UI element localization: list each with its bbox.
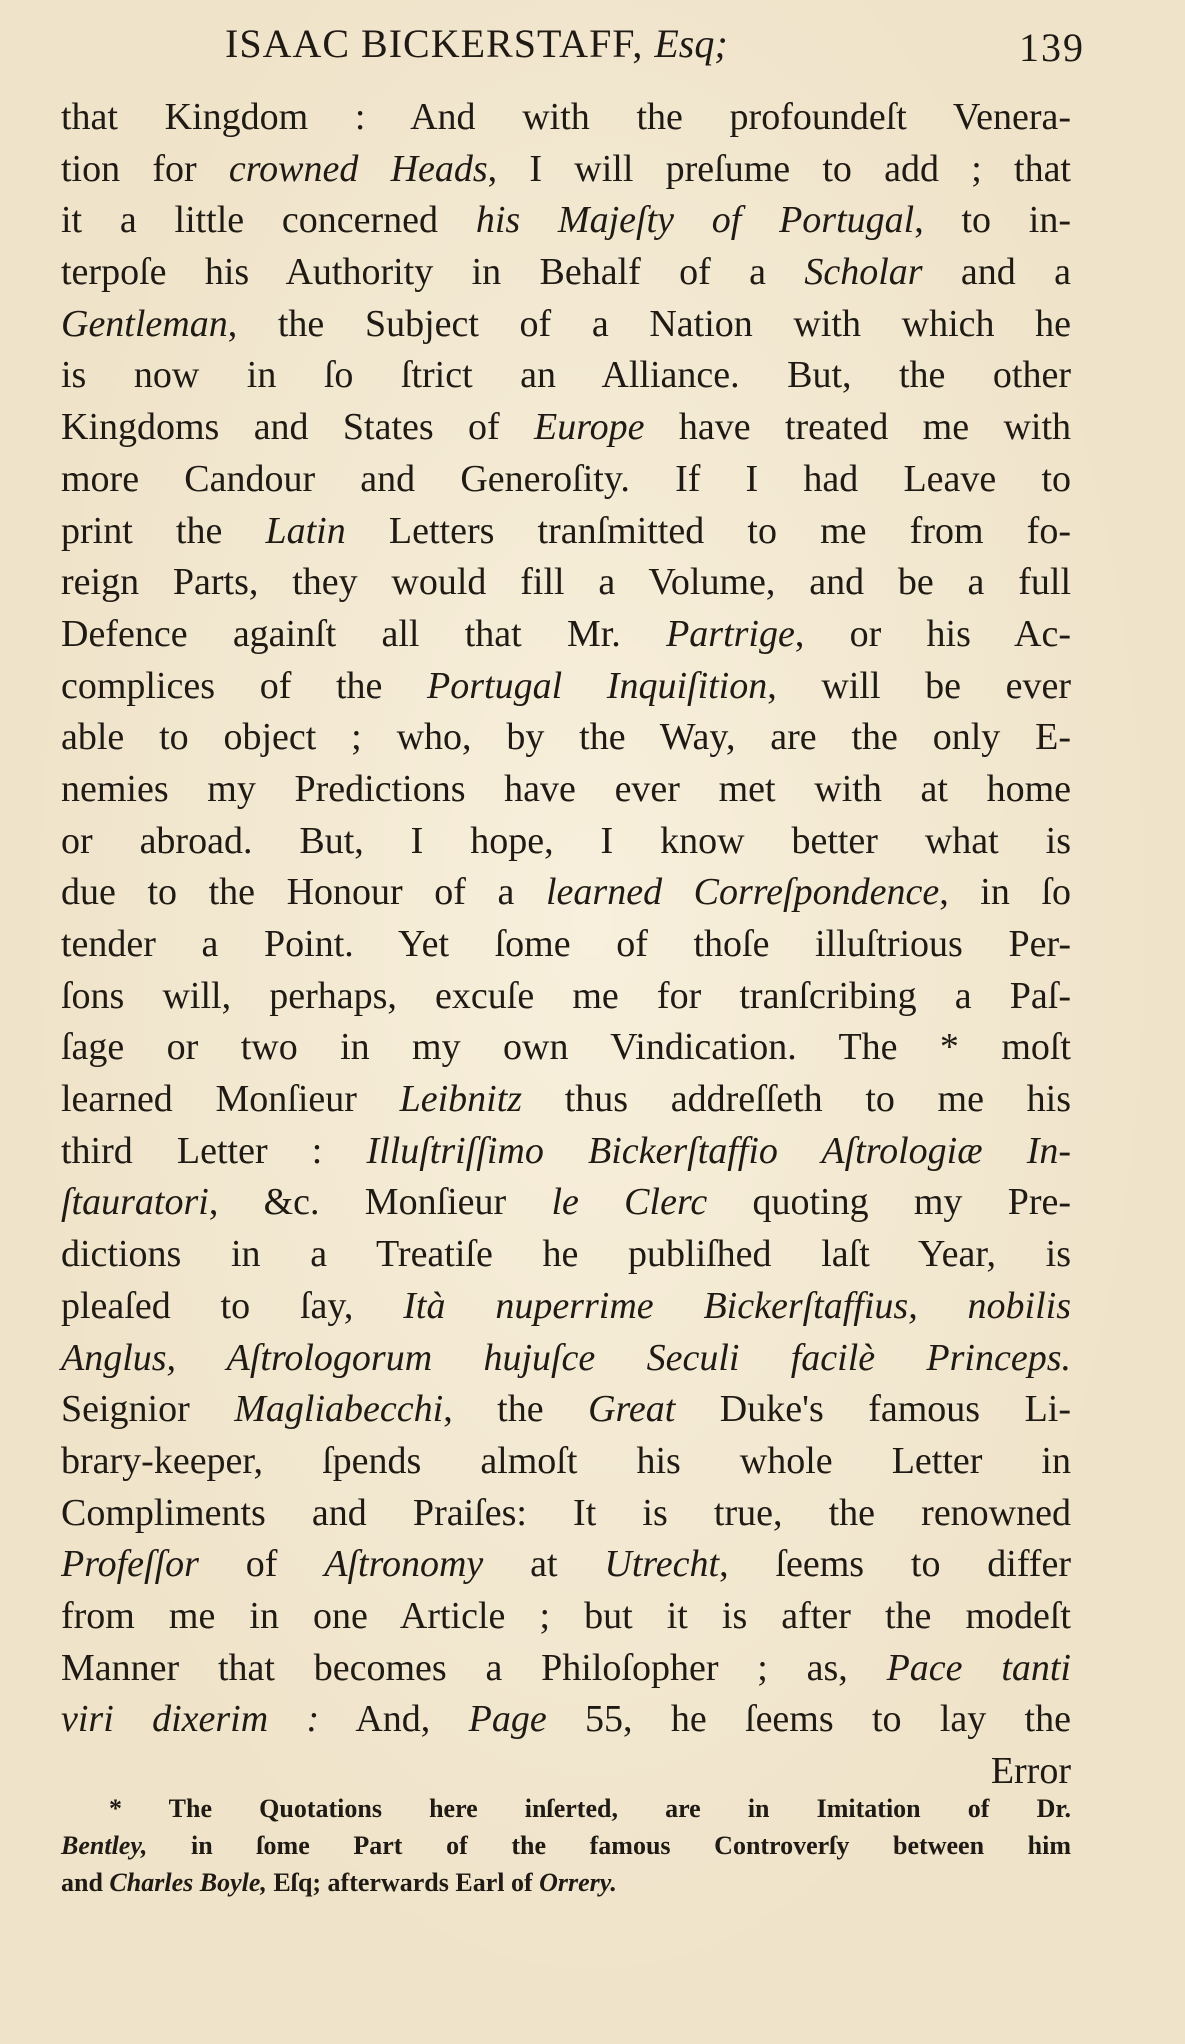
text-run: quoting my Pre- — [707, 1181, 1072, 1224]
text-run: reign Parts, they would fill a Volume, and be a full — [61, 561, 1071, 604]
italic-text: Profeſſor — [61, 1543, 199, 1586]
text-line — [61, 1436, 1071, 1488]
text-line — [61, 1126, 1071, 1178]
text-run: at — [483, 1543, 605, 1586]
text-run: Eſq; afterwards Earl of — [266, 1868, 540, 1897]
text-run: * The Quotations here inſerted, are in Imitation of Dr. — [109, 1794, 1071, 1823]
text-line — [61, 299, 1071, 351]
text-run: Seignior — [61, 1388, 235, 1431]
footnote — [61, 1790, 1071, 1901]
italic-text: Page — [468, 1698, 547, 1741]
catchword: Error — [990, 1750, 1071, 1792]
text-line — [61, 764, 1071, 816]
italic-text: Orrery. — [539, 1868, 617, 1897]
text-line — [61, 1384, 1071, 1436]
text-line — [61, 1591, 1071, 1643]
italic-text: Utrecht — [604, 1543, 720, 1586]
running-head-title — [225, 20, 728, 67]
italic-text: Latin — [265, 509, 346, 552]
text-line — [61, 1539, 1071, 1591]
italic-text: Ità nuperrime Bickerſtaffius, nobilis — [403, 1284, 1072, 1327]
text-run: dictions in a Treatiſe he publiſhed laſt Year, is — [61, 1233, 1071, 1276]
italic-text: viri dixerim : — [61, 1698, 320, 1741]
text-line — [61, 1333, 1071, 1385]
text-run: terpoſe his Authority in Behalf of a — [61, 251, 805, 294]
text-run: able to object ; who, by the Way, are the only E- — [61, 716, 1071, 759]
text-run: that Kingdom : And with the profoundeſt Venera- — [61, 96, 1071, 138]
italic-text: Portugal Inquiſition — [427, 664, 768, 707]
text-line — [61, 661, 1071, 713]
italic-text: Partrige — [666, 612, 795, 655]
text-run: ſage or two in my own Vindication. The * moſt — [61, 1026, 1071, 1069]
footnote-line — [61, 1790, 1071, 1827]
italic-text: crowned Heads — [228, 147, 488, 190]
text-line — [61, 1177, 1071, 1229]
italic-text: Europe — [534, 406, 645, 449]
running-head-name: ISAAC BICKERSTAFF, — [225, 21, 644, 66]
text-line — [61, 1488, 1071, 1540]
italic-text: Aſtronomy — [324, 1543, 484, 1586]
page-number: 139 — [1019, 25, 1085, 70]
text-run: third Letter : — [61, 1129, 367, 1172]
italic-text: Bentley, — [61, 1831, 148, 1860]
text-run: , in ſo — [939, 871, 1071, 914]
italic-text: Pace tanti — [886, 1646, 1071, 1689]
running-head-abbr: Esq; — [654, 21, 728, 66]
footnote-line — [61, 1864, 1071, 1901]
running-head — [225, 20, 1085, 80]
text-line — [61, 350, 1071, 402]
text-run: nemies my Predictions have ever met with at home — [61, 767, 1071, 810]
text-run: learned Monſieur — [61, 1078, 400, 1121]
text-run: brary-keeper, ſpends almoſt his whole Letter in — [61, 1439, 1071, 1482]
text-line — [61, 247, 1071, 299]
text-run: Duke's famous Li- — [675, 1388, 1071, 1431]
text-run: complices of the — [61, 664, 428, 707]
text-run: , or his Ac- — [794, 612, 1071, 655]
text-line — [61, 557, 1071, 609]
text-run: , ſeems to differ — [719, 1543, 1071, 1586]
italic-text: his Majeſty of Portugal — [475, 199, 915, 242]
text-run: , to in- — [914, 199, 1071, 242]
text-line — [61, 402, 1071, 454]
text-run: And, — [319, 1698, 469, 1741]
text-run: tender a Point. Yet ſome of thoſe illuſtrious Per- — [61, 923, 1071, 965]
italic-text: Magliabecchi — [234, 1388, 444, 1431]
text-line — [61, 1643, 1071, 1695]
text-run: pleaſed to ſay, — [61, 1284, 404, 1327]
text-line — [61, 1694, 1071, 1746]
italic-text: Charles Boyle, — [109, 1868, 267, 1897]
text-run: Defence againſt all that Mr. — [61, 612, 667, 655]
text-line — [61, 454, 1071, 506]
text-line — [61, 816, 1071, 868]
text-run: thus addreſſeth to me his — [522, 1078, 1071, 1121]
footnote-line — [61, 1827, 1071, 1864]
text-line — [61, 867, 1071, 919]
text-line — [61, 92, 1071, 144]
italic-text: Scholar — [804, 251, 923, 294]
text-line — [61, 919, 1071, 971]
text-run: print the — [61, 509, 266, 552]
italic-text: le Clerc — [551, 1181, 708, 1224]
italic-text: Gentleman — [61, 302, 228, 345]
text-run: more Candour and Generoſity. If I had Leave to — [61, 457, 1071, 500]
text-run: and — [61, 1868, 110, 1897]
text-line — [61, 1074, 1071, 1126]
body-text — [61, 92, 1071, 1798]
text-run: in ſome Part of the famous Controverſy between him — [147, 1831, 1071, 1860]
italic-text: Great — [588, 1388, 676, 1431]
text-run: of — [198, 1543, 325, 1586]
text-run: it a little concerned — [61, 199, 476, 242]
italic-text: learned Correſpondence — [546, 871, 940, 914]
text-run: , &c. Monſieur — [208, 1181, 552, 1224]
text-run: , will be ever — [767, 664, 1072, 707]
text-run: Manner that becomes a Philoſopher ; as, — [61, 1646, 887, 1689]
text-run: , the Subject of a Nation with which he — [227, 302, 1071, 345]
text-run: tion for — [61, 147, 229, 190]
text-run: is now in ſo ſtrict an Alliance. But, the other — [61, 354, 1071, 397]
text-line — [61, 712, 1071, 764]
text-run: Letters tranſmitted to me from fo- — [345, 509, 1071, 552]
text-run: and a — [922, 251, 1071, 294]
text-run: , I will preſume to add ; that — [487, 147, 1071, 190]
text-line — [61, 144, 1071, 196]
text-run: ſons will, perhaps, excuſe me for tranſcribing a Paſ- — [61, 974, 1071, 1017]
italic-text: Illuſtriſſimo Bickerſtaffio Aſtrologiæ In- — [366, 1129, 1071, 1172]
text-run: Compliments and Praiſes: It is true, the renowned — [61, 1491, 1071, 1534]
text-run: from me in one Article ; but it is after the modeſt — [61, 1594, 1071, 1637]
text-run: due to the Honour of a — [61, 871, 546, 914]
text-line — [61, 1022, 1071, 1074]
text-line — [61, 971, 1071, 1023]
text-run: Kingdoms and States of — [61, 406, 535, 449]
text-run: , the — [443, 1388, 589, 1431]
text-run: have treated me with — [644, 406, 1071, 449]
italic-text: Leibnitz — [399, 1078, 523, 1121]
text-line — [61, 1229, 1071, 1281]
italic-text: Anglus, Aſtrologorum hujuſce Seculi facilè Princeps. — [61, 1336, 1071, 1379]
text-run: 55, he ſeems to lay the — [546, 1698, 1071, 1741]
italic-text: ſtauratori — [61, 1181, 209, 1224]
text-line — [61, 506, 1071, 558]
text-run: or abroad. But, I hope, I know better what is — [61, 819, 1071, 862]
text-line — [61, 1281, 1071, 1333]
text-line — [61, 609, 1071, 661]
text-line — [61, 195, 1071, 247]
